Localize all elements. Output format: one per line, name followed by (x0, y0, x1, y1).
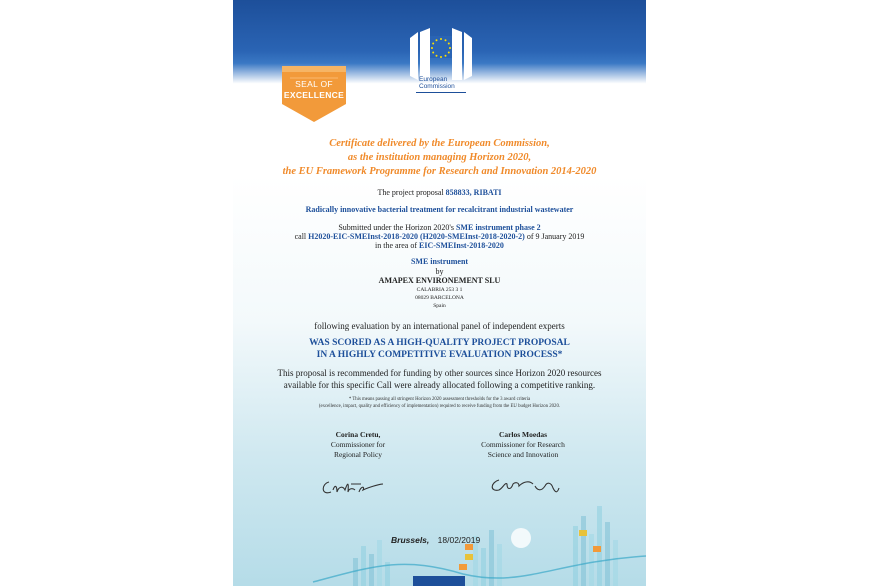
area-line (233, 241, 646, 250)
project-title: Radically innovative bacterial treatment for recalcitrant industrial wastewater (305, 205, 574, 214)
recommendation-text (233, 367, 646, 391)
applicant-by: by (435, 267, 444, 276)
heading-line2: as the institution managing Horizon 2020, (347, 152, 532, 163)
proposal-id: 858833, RIBATI (445, 188, 502, 197)
european-commission-label (419, 76, 455, 90)
applicant-type: SME instrument (410, 257, 469, 266)
signatory-role: Science and Innovation (487, 450, 559, 459)
signatory-role: Commissioner for (330, 440, 386, 449)
signatory-role: Regional Policy (333, 450, 383, 459)
signatory-right (458, 430, 588, 460)
signatory-left (293, 430, 423, 460)
footnote (233, 396, 646, 410)
applicant-address2: 08029 BARCELONA (415, 295, 464, 301)
area-id: EIC-SMEInst-2018-2020 (419, 241, 504, 250)
submitted-line (233, 223, 646, 232)
seal-line1: SEAL OF (295, 79, 333, 89)
recommendation-line2: available for this specific Call were already allocated following a competitive ranking. (283, 380, 596, 390)
proposal-prefix: The project proposal (377, 188, 444, 197)
call-line (233, 232, 646, 241)
certificate-heading (233, 137, 646, 179)
ec-label-line1: European (419, 76, 448, 83)
applicant-name: AMAPEX ENVIRONEMENT SLU (378, 276, 501, 285)
recommendation-line1: This proposal is recommended for funding by other sources since Horizon 2020 resources (277, 368, 602, 378)
instrument-name: SME instrument phase 2 (455, 223, 541, 232)
certificate (233, 0, 646, 586)
applicant-address1: CALABRIA 253 3 1 (416, 287, 463, 293)
signatory-name: Carlos Moedas (498, 430, 548, 439)
evaluation-text: following evaluation by an international panel of independent experts (314, 321, 565, 331)
signatory-name: Corina Cretu, (335, 430, 381, 439)
score-line2: IN A HIGHLY COMPETITIVE EVALUATION PROCESS* (316, 350, 563, 360)
footnote-line2: (excellence, impact, quality and efficiency of implementation) required to receive funding from the EU budget Horizon 2020. (318, 404, 561, 409)
call-id: H2020-EIC-SMEInst-2018-2020 (H2020-SMEInst-2018-2020-2) (308, 232, 525, 241)
place-label: Brussels, (391, 535, 430, 545)
seal-line2: EXCELLENCE (283, 90, 345, 100)
score-line1: WAS SCORED AS A HIGH-QUALITY PROJECT PROPOSAL (309, 338, 570, 348)
date-label: 18/02/2019 (437, 535, 481, 545)
signatory-role: Commissioner for Research (481, 440, 565, 449)
call-prefix: call (294, 232, 307, 241)
submitted-prefix: Submitted under the Horizon 2020's (338, 223, 454, 232)
proposal-line (233, 188, 646, 197)
footnote-line1: * This means passing all stringent Horizon 2020 assessment thresholds for the 3 award criteria (348, 397, 531, 402)
ec-label-line2: Commission (419, 83, 455, 90)
applicant-country: Spain (433, 303, 446, 309)
seal-label (282, 79, 346, 101)
heading-line1: Certificate delivered by the European Commission, (329, 138, 550, 149)
score-statement (233, 337, 646, 361)
heading-line3: the EU Framework Programme for Research and Innovation 2014-2020 (282, 166, 597, 177)
place-and-date (391, 535, 480, 545)
area-prefix: in the area of (375, 241, 418, 250)
call-date: of 9 January 2019 (526, 232, 585, 241)
